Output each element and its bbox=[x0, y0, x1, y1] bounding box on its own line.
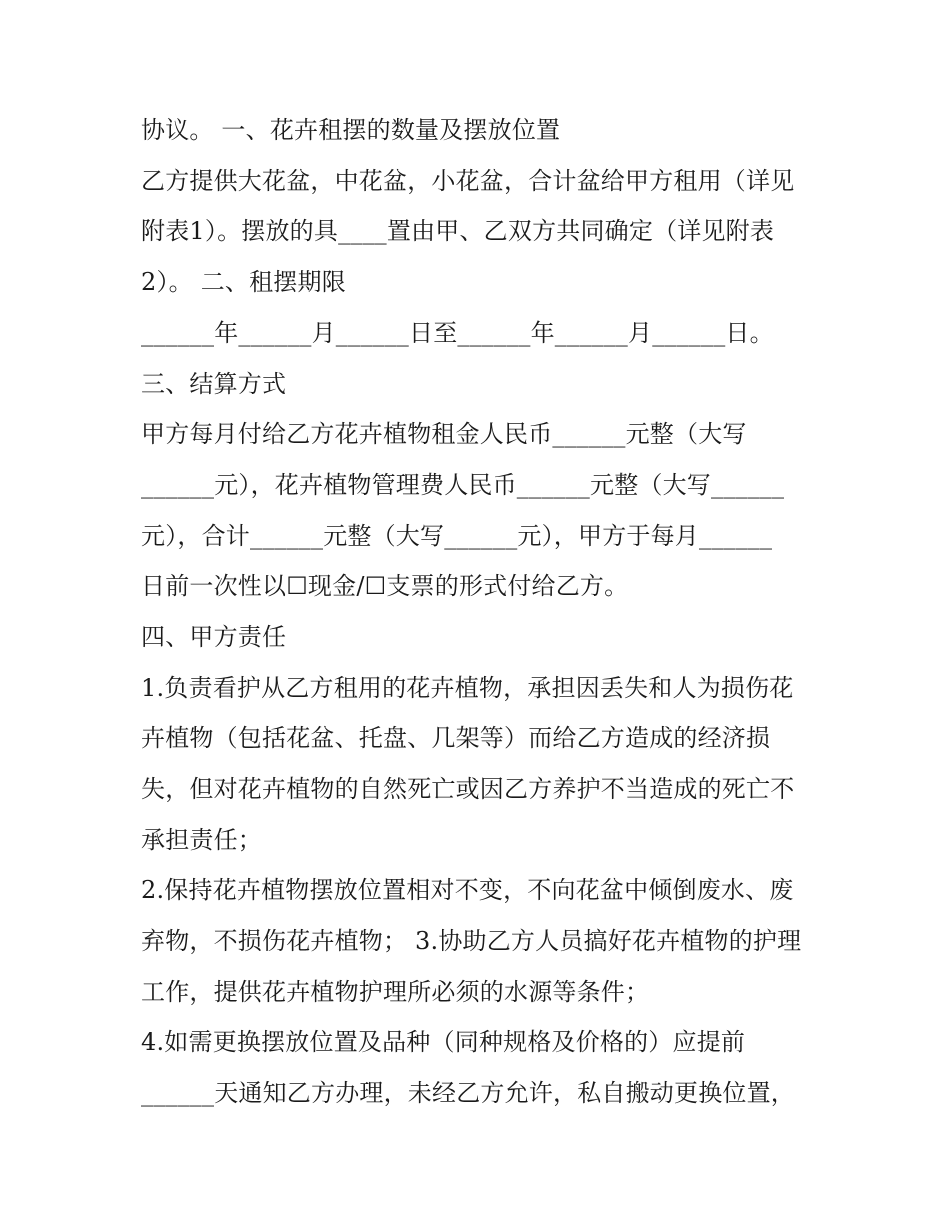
text-line-management-fee: ______元），花卉植物管理费人民币______元整（大写______ bbox=[141, 471, 785, 499]
text-line-pots-provided: 乙方提供大花盆，中花盆，小花盆，合计盆给甲方租用（详见 bbox=[141, 167, 795, 195]
text-line-duty-one-a: 1.负责看护从乙方租用的花卉植物，承担因丢失和人为损伤花 bbox=[141, 674, 794, 702]
text-line-payment-method: 日前一次性以☐现金/☐支票的形式付给乙方。 bbox=[141, 572, 629, 600]
text-line-agreement-section-one: 协议。 一、花卉租摆的数量及摆放位置 bbox=[141, 116, 561, 144]
text-line-total-amount: 元），合计______元整（大写______元），甲方于每月______ bbox=[141, 522, 773, 550]
text-line-duty-two-a: 2.保持花卉植物摆放位置相对不变，不向花盆中倾倒废水、废 bbox=[141, 876, 794, 904]
text-line-section-four-heading: 四、甲方责任 bbox=[141, 623, 287, 651]
text-line-duty-four-b: ______天通知乙方办理，未经乙方允许，私自搬动更换位置， bbox=[141, 1079, 795, 1107]
text-line-section-two-heading: 2）。 二、租摆期限 bbox=[141, 268, 346, 296]
text-line-duty-two-three: 弃物，不损伤花卉植物； 3.协助乙方人员搞好花卉植物的护理 bbox=[141, 927, 802, 955]
text-line-duty-three-b: 工作，提供花卉植物护理所必须的水源等条件； bbox=[141, 978, 650, 1006]
text-line-monthly-rent: 甲方每月付给乙方花卉植物租金人民币______元整（大写 bbox=[141, 420, 747, 448]
text-line-rental-period-dates: ______年______月______日至______年______月______日。 bbox=[141, 319, 774, 347]
text-line-placement: 附表1）。摆放的具____置由甲、乙双方共同确定（详见附表 bbox=[141, 217, 775, 245]
text-line-duty-one-b: 卉植物（包括花盆、托盘、几架等）而给乙方造成的经济损 bbox=[141, 724, 771, 752]
text-line-duty-one-c: 失，但对花卉植物的自然死亡或因乙方养护不当造成的死亡不 bbox=[141, 775, 795, 803]
text-line-duty-one-d: 承担责任； bbox=[141, 826, 262, 854]
text-line-section-three-heading: 三、结算方式 bbox=[141, 370, 287, 398]
text-line-duty-four-a: 4.如需更换摆放位置及品种（同种规格及价格的）应提前 bbox=[141, 1028, 746, 1056]
